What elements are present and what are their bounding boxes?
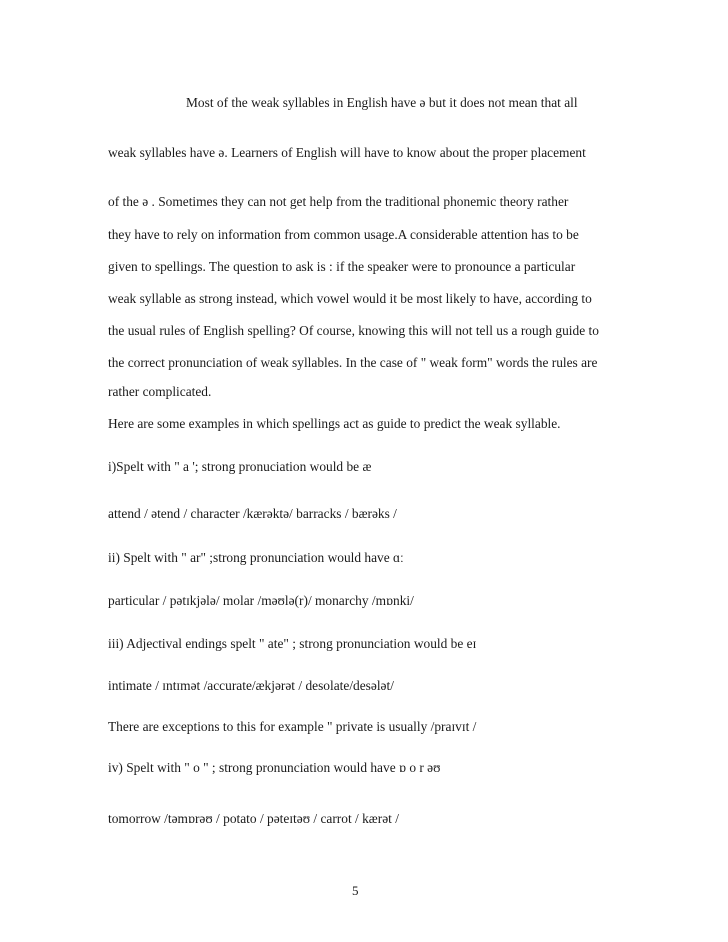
paragraph-line-3: of the ə . Sometimes they can not get help from the traditional phonemic theory rather	[108, 194, 569, 209]
rule-iv-examples: tomorrow /təmɒrəʊ / potato / pəteɪtəʊ / carrot / kærət /	[108, 811, 399, 826]
exception-line: There are exceptions to this for example " private is usually /praɪvɪt /	[108, 719, 477, 734]
paragraph-line-5: given to spellings. The question to ask is : if the speaker were to pronounce a particular	[108, 259, 576, 274]
rule-ii-examples: particular / pətɪkjələ/ molar /məʊlə(r)/ monarchy /mɒnki/	[108, 593, 414, 608]
rule-i-examples: attend / ətend / character /kærəktə/ barracks / bærəks /	[108, 506, 397, 521]
paragraph-line-7: the usual rules of English spelling? Of course, knowing this will not tell us a rough guide to	[108, 323, 599, 338]
rule-ii-heading: ii) Spelt with " ar" ;strong pronunciation would have ɑː	[108, 550, 404, 565]
paragraph-line-6: weak syllable as strong instead, which vowel would it be most likely to have, according to	[108, 291, 592, 306]
rule-iii-examples: intimate / ɪntɪmət /accurate/ækjərət / desolate/desələt/	[108, 678, 394, 693]
paragraph-line-1: Most of the weak syllables in English have ə but it does not mean that all	[186, 95, 578, 110]
paragraph-line-4: they have to rely on information from common usage.A considerable attention has to be	[108, 227, 579, 242]
page-number: 5	[352, 883, 359, 898]
rule-iii-heading: iii) Adjectival endings spelt " ate" ; strong pronunciation would be eɪ	[108, 636, 477, 651]
rule-iv-heading: iv) Spelt with " o " ; strong pronunciation would have ɒ o r əʊ	[108, 760, 441, 775]
paragraph-line-9: rather complicated.	[108, 384, 212, 399]
paragraph-line-2: weak syllables have ə. Learners of English will have to know about the proper placement	[108, 145, 586, 160]
intro-line: Here are some examples in which spellings act as guide to predict the weak syllable.	[108, 416, 561, 431]
paragraph-line-8: the correct pronunciation of weak syllables. In the case of " weak form" words the rules are	[108, 355, 598, 370]
rule-i-heading: i)Spelt with " a '; strong pronuciation would be æ	[108, 459, 372, 474]
